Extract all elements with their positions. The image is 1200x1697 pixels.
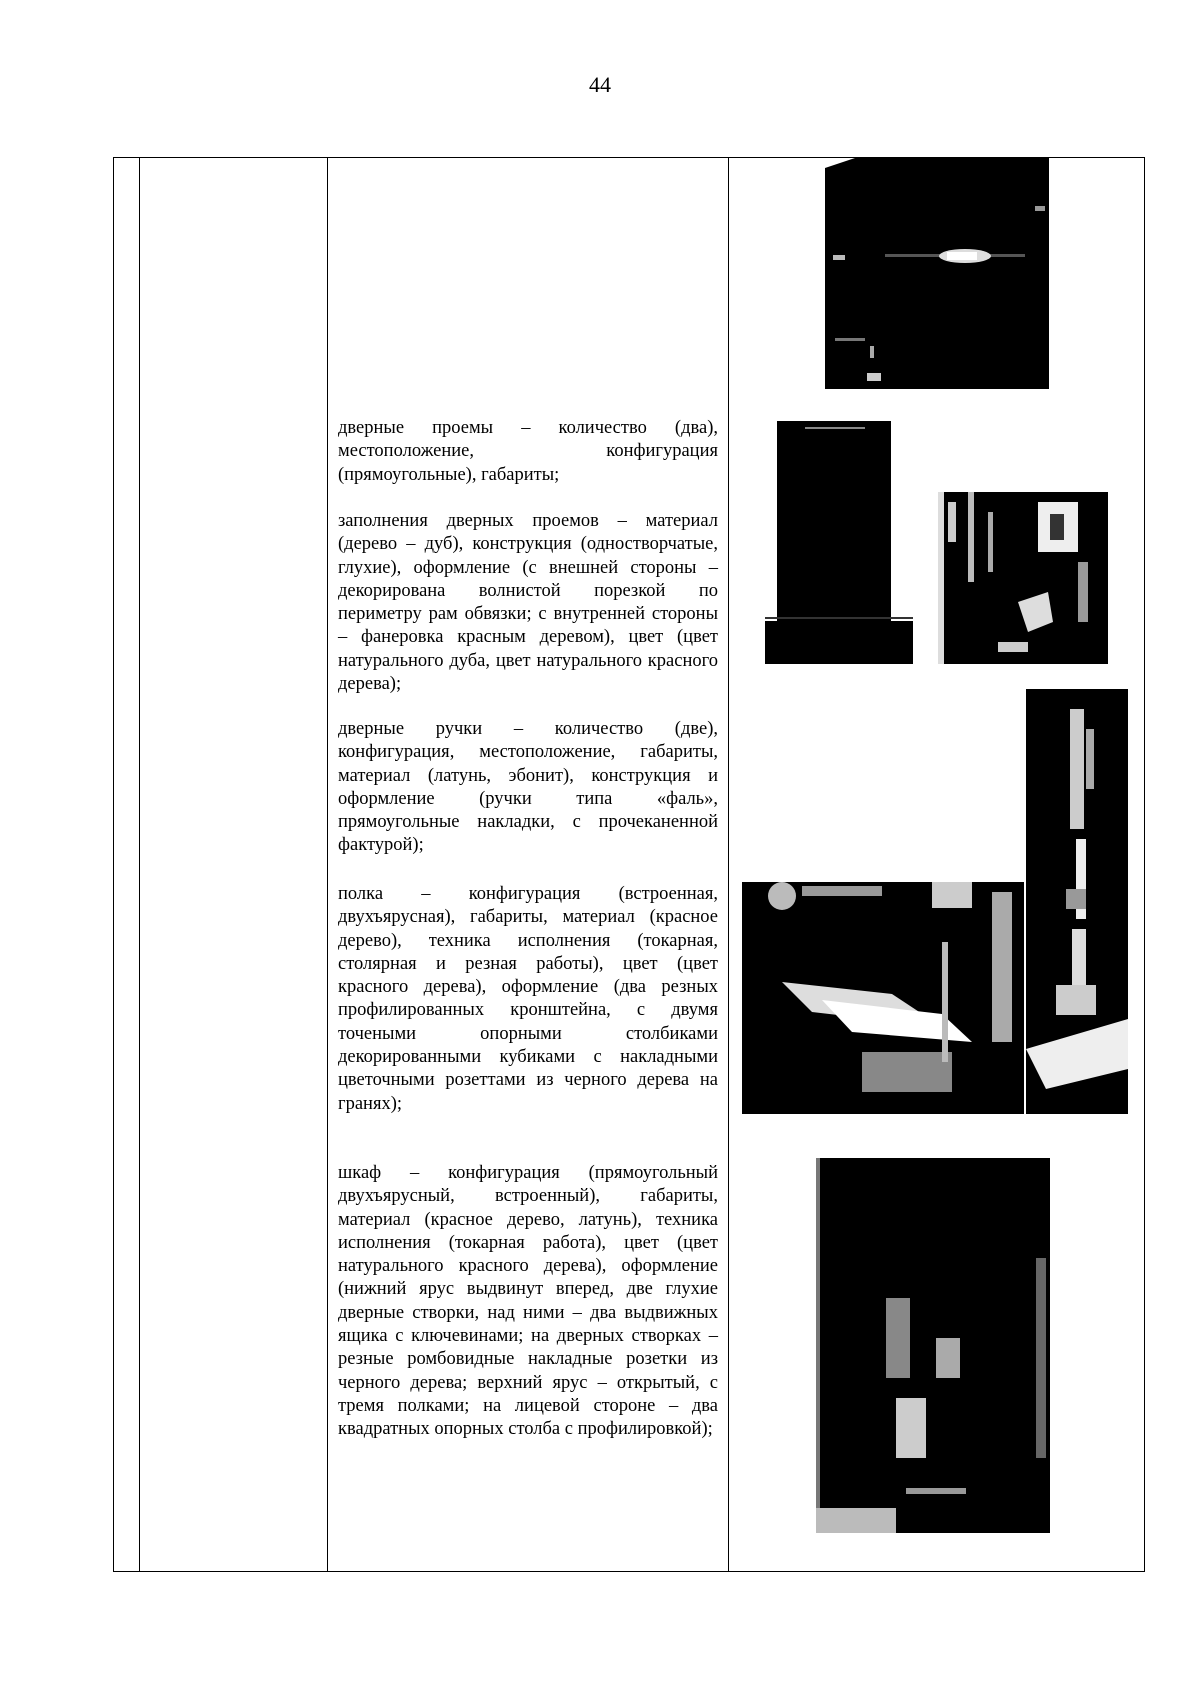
paragraph-shelf: полка – конфигурация (встроенная, двухъярусная), габариты, материал (красное дерево), техника исполнения (токарная, столярная и резная работы), цвет (цвет красного дерева), оформление (два резных профилированных кронштейна, с двумя точеными опорными столбиками декорированными кубиками с накладными цветочными розеттами из черного дерева на гранях); xyxy=(338,884,718,1114)
photo-interior-view xyxy=(825,158,1049,389)
photo-shelf xyxy=(742,882,1024,1114)
table-column-divider-1 xyxy=(139,157,140,1572)
photo-door xyxy=(765,421,913,664)
photo-door-detail xyxy=(938,492,1108,664)
photo-column xyxy=(1026,689,1128,1114)
table-column-divider-3 xyxy=(728,157,729,1572)
table-column-divider-2 xyxy=(327,157,328,1572)
paragraph-door-fillings: заполнения дверных проемов – материал (дерево – дуб), конструкция (одностворчатые, глухие), оформление (с внешней стороны – декорирована волнистой порезкой по периметру рам обвязки; с внутренней стороны – фанеровка красным деревом), цвет (цвет натурального дуба, цвет натурального красного дерева); xyxy=(338,511,718,695)
paragraph-door-handles: дверные ручки – количество (две), конфигурация, местоположение, габариты, материал (латунь, эбонит), конструкция и оформление (ручки типа «фаль», прямоугольные накладки, с прочеканенной фактурой); xyxy=(338,719,718,856)
page-number: 44 xyxy=(589,72,611,97)
paragraph-door-openings: дверные проемы – количество (два), местоположение, конфигурация (прямоугольные), габариты; xyxy=(338,418,718,485)
paragraph-cabinet: шкаф – конфигурация (прямоугольный двухъярусный, встроенный), габариты, материал (красное дерево, латунь), техника исполнения (токарная работа), цвет (цвет натурального красного дерева), оформление (нижний ярус выдвинут вперед, две глухие дверные створки, над ними – два выдвижных ящика с ключевинами; на дверных створках – резные ромбовидные накладные розетки из черного дерева; верхний ярус – открытый, с тремя полками; на лицевой стороне – два квадратных опорных столба с профилировкой); xyxy=(338,1163,718,1440)
photo-cabinet xyxy=(816,1158,1050,1533)
